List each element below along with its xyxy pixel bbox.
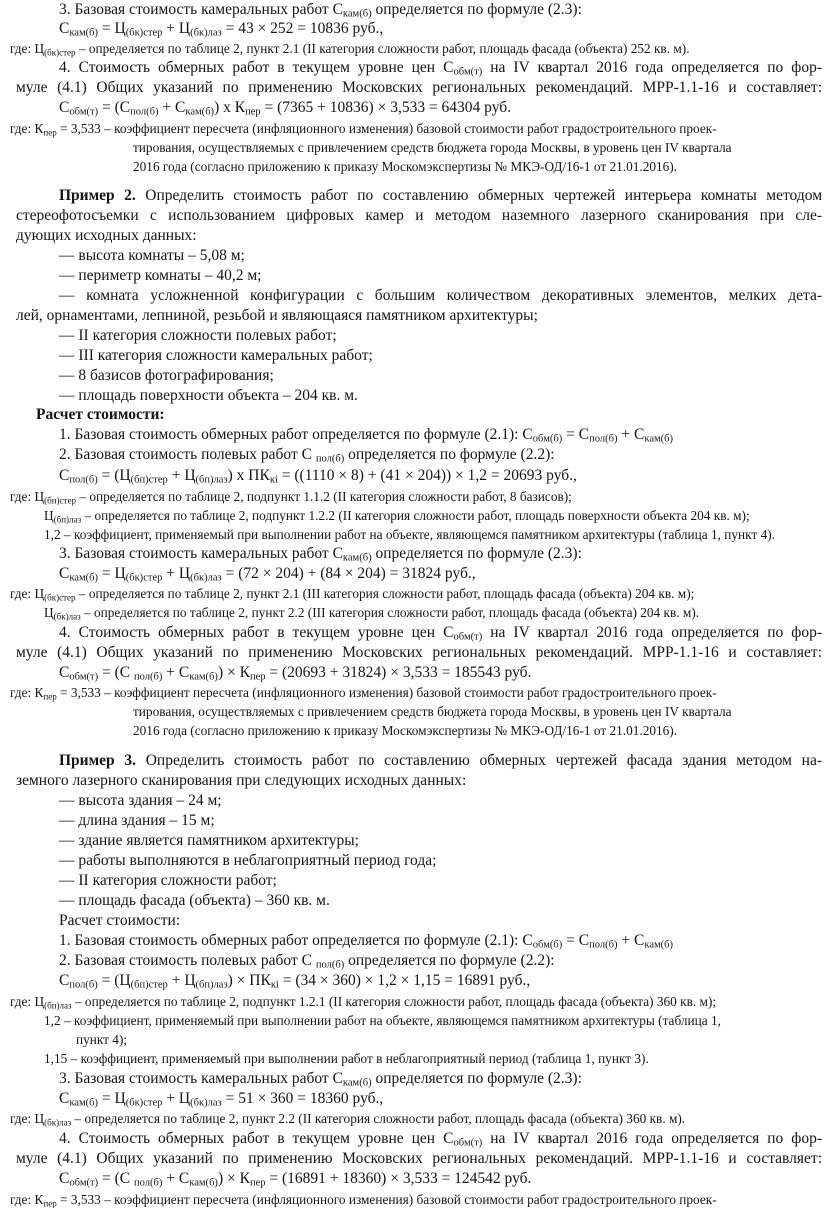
text-line: 3. Базовая стоимость камеральных работ $С_{кам(б)}$ определяется по формуле (2.3): [59, 545, 582, 564]
text-line: $С_{обм(т)} = (С_{пол(б)} + С_{кам(б)})$ х $К_{пер} = (7365 + 10836) \times 3,533 = 64304$ руб. [59, 99, 512, 118]
text-line: 4. Стоимость обмерных работ в текущем уровне цен $С_{обм(т)}$ на IV квартал 2016 года определяется по фор- [59, 59, 822, 78]
text-line: $С_{кам(б)} = Ц_{(бк)стер} + Ц_{(бк)лаз} = 43 \times 252 = 10836$ руб., [59, 20, 384, 39]
text-line: муле (4.1) Общих указаний по применению Московских региональных рекомендаций. МРР-1.1-16 и составляет: [16, 79, 822, 96]
text-line: где: $Ц_{(бк)стер}$ – определяется по таблице 2, пункт 2.1 (III категория сложности работ, площадь фасада (объекта) 204 кв. м); [10, 586, 695, 603]
text-line: 1. Базовая стоимость обмерных работ определяется по формуле (2.1): $С_{обм(б)} = С_{пол(б)} + С_{кам(б)}$ [59, 932, 674, 951]
text-line: Пример 3. Определить стоимость работ по составлению обмерных чертежей фасада здания методом на- [59, 752, 822, 769]
text-line: — II категория сложности полевых работ; [59, 327, 337, 344]
text-line: 2. Базовая стоимость полевых работ С $_{пол(б)}$ определяется по формуле (2.2): [59, 446, 555, 465]
text-line: — высота комнаты – 5,08 м; [59, 247, 245, 264]
text-line: где: $Ц_{(бп)стер}$ – определяется по таблице 2, подпункт 1.1.2 (II категория сложности работ, 8 базисов); [10, 489, 572, 506]
text-line: земного лазерного сканирования при следующих исходных данных: [16, 772, 467, 789]
text-line: где: $Ц_{(бк)лаз}$ – определяется по таблице 2, пункт 2.2 (II категория сложности работ, площадь фасада (объекта) 360 кв. м). [10, 1111, 686, 1128]
text-line: 2016 года (согласно приложению к приказу Москомэкспертизы № МКЭ-ОД/16-1 от 21.01.2016). [133, 159, 678, 174]
text-line: тирования, осуществляемых с привлечением средств бюджета города Москвы, в уровень цен IV квартала [133, 140, 732, 155]
text-line: муле (4.1) Общих указаний по применению Московских региональных рекомендаций. МРР-1.1-16 и составляет: [16, 1150, 822, 1167]
text-line: лей, орнаментами, лепниной, резьбой и являющаяся памятником архитектуры; [16, 307, 538, 324]
text-line: дующих исходных данных: [16, 227, 197, 244]
text-line: стереофотосъемки с использованием цифровых камер и методом наземного лазерного сканирования при сле- [16, 207, 822, 224]
text-line: $С_{пол(б)} = (Ц_{(бп)стер} + Ц_{(бп)лаз}) \times ПК_{кi} = (34 \times 360) \times 1,2 \times 1,15 = 16891$ руб., [59, 972, 531, 991]
text-line: $С_{кам(б)} = Ц_{(бк)стер} + Ц_{(бк)лаз} = (72 \times 204) + (84 \times 204) = 31824$ руб., [59, 565, 476, 584]
text-line: 1,2 – коэффициент, применяемый при выполнении работ на объекте, являющемся памятником архитектуры (таблица 1, пункт 4). [44, 527, 775, 542]
text-line: 3. Базовая стоимость камеральных работ $С_{кам(б)}$ определяется по формуле (2.3): [59, 1070, 582, 1089]
text-line: — 8 базисов фотографирования; [59, 367, 274, 384]
text-line: 2. Базовая стоимость полевых работ С $_{пол(б)}$ определяется по формуле (2.2): [59, 952, 555, 971]
text-line: $С_{обм(т)} = (С$ $_{пол(б)} + С_{кам(б)}) \times К_{пер} = (16891 + 18360) \times 3,533 = 124542$ руб. [59, 1170, 532, 1189]
text-line: 1. Базовая стоимость обмерных работ определяется по формуле (2.1): $С_{обм(б)} = С_{пол(б)} + С_{кам(б)}$ [59, 426, 674, 445]
text-line: Пример 2. Определить стоимость работ по составлению обмерных чертежей интерьера комнаты методом [59, 187, 822, 204]
text-line: $Ц_{(бк)лаз}$ – определяется по таблице 2, пункт 2.2 (III категория сложности работ, площадь фасада (объекта) 204 кв. м). [44, 605, 700, 622]
text-line: — работы выполняются в неблагоприятный период года; [59, 852, 437, 869]
text-line: — здание является памятником архитектуры; [59, 832, 359, 849]
text-line: муле (4.1) Общих указаний по применению Московских региональных рекомендаций. МРР-1.1-16 и составляет: [16, 644, 822, 661]
text-line: 1,15 – коэффициент, применяемый при выполнении работ в неблагоприятный период (таблица 1, пункт 3). [44, 1051, 649, 1066]
text-line: 1,2 – коэффициент, применяемый при выполнении работ на объекте, являющемся памятником архитектуры (таблица 1, [44, 1013, 721, 1028]
text-line: Расчет стоимости: [59, 912, 181, 929]
text-line: где: $К_{пер} = 3,533$ – коэффициент пересчета (инфляционного изменения) базовой стоимости работ градостроительного проек- [10, 121, 717, 138]
text-line: где: $Ц_{(бп)лаз}$ – определяется по таблице 2, подпункт 1.2.1 (II категория сложности работ, площадь фасада (объекта) 360 кв. м); [10, 994, 717, 1011]
text-line: 3. Базовая стоимость камеральных работ $С_{кам(б)}$ определяется по формуле (2.3): [59, 1, 582, 20]
text-line: где: $К_{пер} = 3,533$ – коэффициент пересчета (инфляционного изменения) базовой стоимости работ градостроительного проек- [10, 1192, 717, 1208]
text-line: — длина здания – 15 м; [59, 812, 215, 829]
text-line: — II категория сложности работ; [59, 872, 277, 889]
text-line: Расчет стоимости: [36, 406, 165, 423]
text-line: 2016 года (согласно приложению к приказу Москомэкспертизы № МКЭ-ОД/16-1 от 21.01.2016). [133, 723, 678, 738]
text-line: тирования, осуществляемых с привлечением средств бюджета города Москвы, в уровень цен IV квартала [133, 704, 732, 719]
text-line: пункт 4); [76, 1032, 128, 1047]
text-line: $Ц_{(бп)лаз}$ – определяется по таблице 2, подпункт 1.2.2 (II категория сложности работ, площадь поверхности объекта 204 кв. м); [44, 508, 750, 525]
text-line: $С_{пол(б)} = (Ц_{(бп)стер} + Ц_{(бп)лаз})$ х $ПК_{кi} = ((1110 \times 8) + (41 \times 204)) \times 1,2 = 20693$ руб., [59, 467, 577, 486]
text-line: — площадь поверхности объекта – 204 кв. м. [59, 387, 358, 404]
text-line: $С_{кам(б)} = Ц_{(бк)стер} + Ц_{(бк)лаз} = 51 \times 360 = 18360$ руб., [59, 1090, 384, 1109]
text-line: — комната усложненной конфигурации с большим количеством декоративных элементов, мелких дета- [59, 287, 822, 304]
text-line: — III категория сложности камеральных работ; [59, 347, 373, 364]
text-line: — площадь фасада (объекта) – 360 кв. м. [59, 892, 330, 909]
text-line: где: $Ц_{(бк)стер}$ – определяется по таблице 2, пункт 2.1 (II категория сложности работ, площадь фасада (объекта) 252 кв. м). [10, 41, 690, 58]
text-line: — периметр комнаты – 40,2 м; [59, 267, 262, 284]
text-line: 4. Стоимость обмерных работ в текущем уровне цен $С_{обм(т)}$ на IV квартал 2016 года определяется по фор- [59, 1130, 822, 1149]
text-line: 4. Стоимость обмерных работ в текущем уровне цен $С_{обм(т)}$ на IV квартал 2016 года определяется по фор- [59, 624, 822, 643]
text-line: $С_{обм(т)} = (С$ $_{пол(б)} + С_{кам(б)}) \times К_{пер} = (20693 + 31824) \times 3,533 = 185543$ руб. [59, 664, 532, 683]
text-line: — высота здания – 24 м; [59, 792, 222, 809]
text-line: где: $К_{пер} = 3,533$ – коэффициент пересчета (инфляционного изменения) базовой стоимости работ градостроительного проек- [10, 685, 717, 702]
